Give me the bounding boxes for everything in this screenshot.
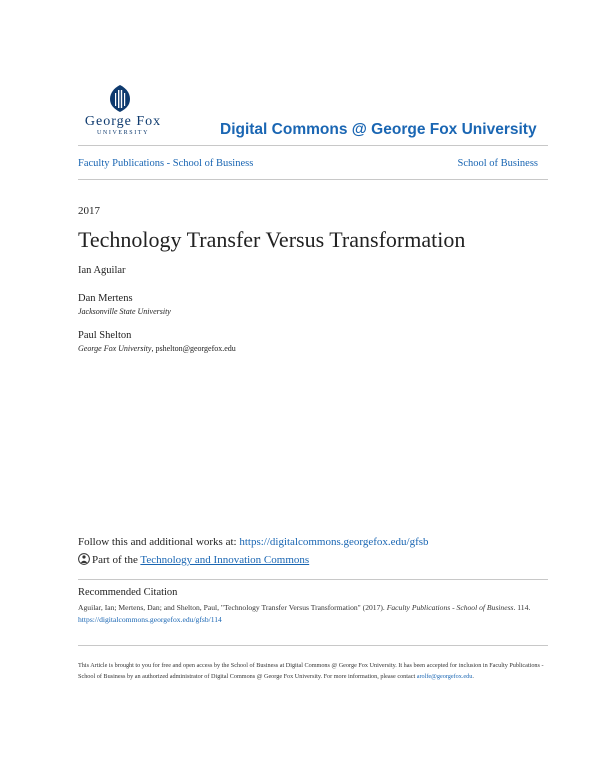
author-name: Ian Aguilar <box>78 265 126 276</box>
nav-link-faculty-publications[interactable]: Faculty Publications - School of Business <box>78 158 254 169</box>
follow-prefix: Follow this and additional works at: <box>78 536 240 548</box>
logo-subtitle: UNIVERSITY <box>97 130 149 136</box>
university-logo <box>78 84 168 140</box>
author-name: Paul Shelton <box>78 330 132 341</box>
header-divider-top <box>78 145 548 146</box>
article-title: Technology Transfer Versus Transformation <box>78 227 466 252</box>
publication-year: 2017 <box>78 205 100 217</box>
header-divider-bottom <box>78 179 548 180</box>
author-affiliation: George Fox University, pshelton@georgefox.edu <box>78 344 236 353</box>
citation-text: Aguilar, Ian; Mertens, Dan; and Shelton, Paul, "Technology Transfer Versus Transformation" (2017). Faculty Publications - School of Business. 114. https://digitalcommons.georgefox.edu/gfsb/114 <box>78 603 531 624</box>
nav-link-school-of-business[interactable]: School of Business <box>457 158 538 169</box>
citation-divider-bottom <box>78 645 548 646</box>
repository-title[interactable]: Digital Commons @ George Fox University <box>220 121 537 138</box>
disclaimer-text: This Article is brought to you for free and open access by the School of Business at Digital Commons @ George Fox University. It has been accepted for inclusion in Faculty Publications - School of Business by an authorized administrator of Digital Commons @ George Fox University. For more information, please contact arolfe@georgefox.edu. <box>78 662 544 680</box>
author-affiliation: Jacksonville State University <box>78 307 171 316</box>
part-of-line <box>78 553 309 566</box>
citation-link[interactable]: https://digitalcommons.georgefox.edu/gfsb/114 <box>78 615 222 624</box>
author-name: Dan Mertens <box>78 293 133 304</box>
recommended-citation-heading: Recommended Citation <box>78 587 178 598</box>
bepress-network-icon <box>78 553 90 565</box>
citation-divider-top <box>78 579 548 580</box>
part-of-prefix: Part of the <box>92 554 141 566</box>
contact-email-link[interactable]: arolfe@georgefox.edu <box>416 673 473 680</box>
follow-line <box>78 536 429 548</box>
logo-name: George Fox <box>84 114 162 129</box>
author-email: , pshelton@georgefox.edu <box>151 344 236 353</box>
follow-link[interactable]: https://digitalcommons.georgefox.edu/gfsb <box>239 536 429 548</box>
discipline-link[interactable]: Technology and Innovation Commons <box>140 554 310 566</box>
george-fox-torch-logo-icon <box>106 84 134 114</box>
